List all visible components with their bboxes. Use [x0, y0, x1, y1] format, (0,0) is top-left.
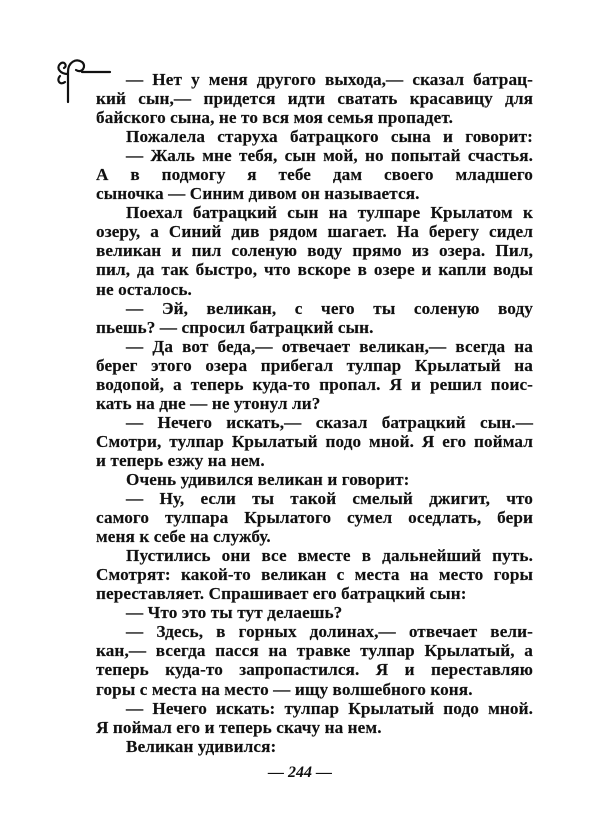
text-line: переставляет. Спрашивает его батрацкий сын: [96, 584, 467, 604]
text-line: озеру, а Синий див рядом шагает. На берегу сидел [96, 222, 533, 242]
text-line: — Нет у меня другого выхода,— сказал батрац- [126, 70, 533, 89]
text-line: горы с места на место — ищу волшебного коня. [96, 679, 473, 699]
text-line: Смотрят: какой-то великан с места на место горы [96, 565, 533, 585]
text-line: байского сына, не то вся моя семья пропадет. [96, 108, 453, 128]
text-line: — Что это ты тут делаешь? [126, 603, 343, 623]
text-line: Великан удивился: [126, 736, 277, 756]
text-line: Пожалела старуха батрацкого сына и говорит: [126, 127, 533, 147]
text-line: Поехал батрацкий сын на тулпаре Крылатом к [126, 203, 533, 223]
text-line: пил, да так быстро, что вскоре в озере и капли воды [96, 260, 533, 280]
text-line: — Жаль мне тебя, сын мой, но попытай счастья. [126, 146, 533, 166]
text-line: Я поймал его и теперь скачу на нем. [96, 717, 382, 737]
text-line: — Здесь, в горных долинах,— отвечает вели- [126, 622, 533, 642]
text-line: кать на дне — не утонул ли? [96, 393, 321, 413]
text-line: — Да вот беда,— отвечает великан,— всегда на [126, 336, 533, 356]
text-line: кий сын,— придется идти сватать красавицу для [96, 89, 533, 109]
text-line: — Нечего искать,— сказал батрацкий сын.— [126, 412, 533, 432]
text-line: Пустились они все вместе в дальнейший путь. [126, 546, 533, 566]
text-line: и теперь езжу на нем. [96, 450, 265, 470]
text-line: — Эй, великан, с чего ты соленую воду [126, 298, 533, 318]
text-line: водопой, а теперь куда-то пропал. Я и решил поис- [96, 374, 533, 394]
text-line: великан и пил соленую воду прямо из озера. Пил, [96, 241, 533, 261]
text-line: сыночка — Синим дивом он называется. [96, 184, 420, 204]
text-line: пьешь? — спросил батрацкий сын. [96, 317, 374, 337]
page-number: — 244 — [268, 764, 332, 781]
text-line: А в подмогу я тебе дам своего младшего [96, 165, 533, 185]
text-line: берег этого озера прибегал тулпар Крылатый на [96, 355, 533, 375]
text-line: кан,— всегда пасся на травке тулпар Крылатый, а [96, 641, 533, 661]
text-line: — Ну, если ты такой смелый джигит, что [126, 489, 533, 509]
body-text [96, 70, 533, 756]
text-line: Смотри, тулпар Крылатый подо мной. Я его поймал [96, 431, 533, 451]
text-line: меня к себе на службу. [96, 527, 271, 547]
text-line: теперь куда-то запропастился. Я и переставляю [96, 660, 533, 680]
text-line: самого тулпара Крылатого сумел оседлать, бери [96, 508, 533, 528]
text-line: не осталось. [96, 279, 192, 299]
text-line: — Нечего искать: тулпар Крылатый подо мной. [126, 698, 533, 718]
text-line: Очень удивился великан и говорит: [126, 469, 410, 489]
